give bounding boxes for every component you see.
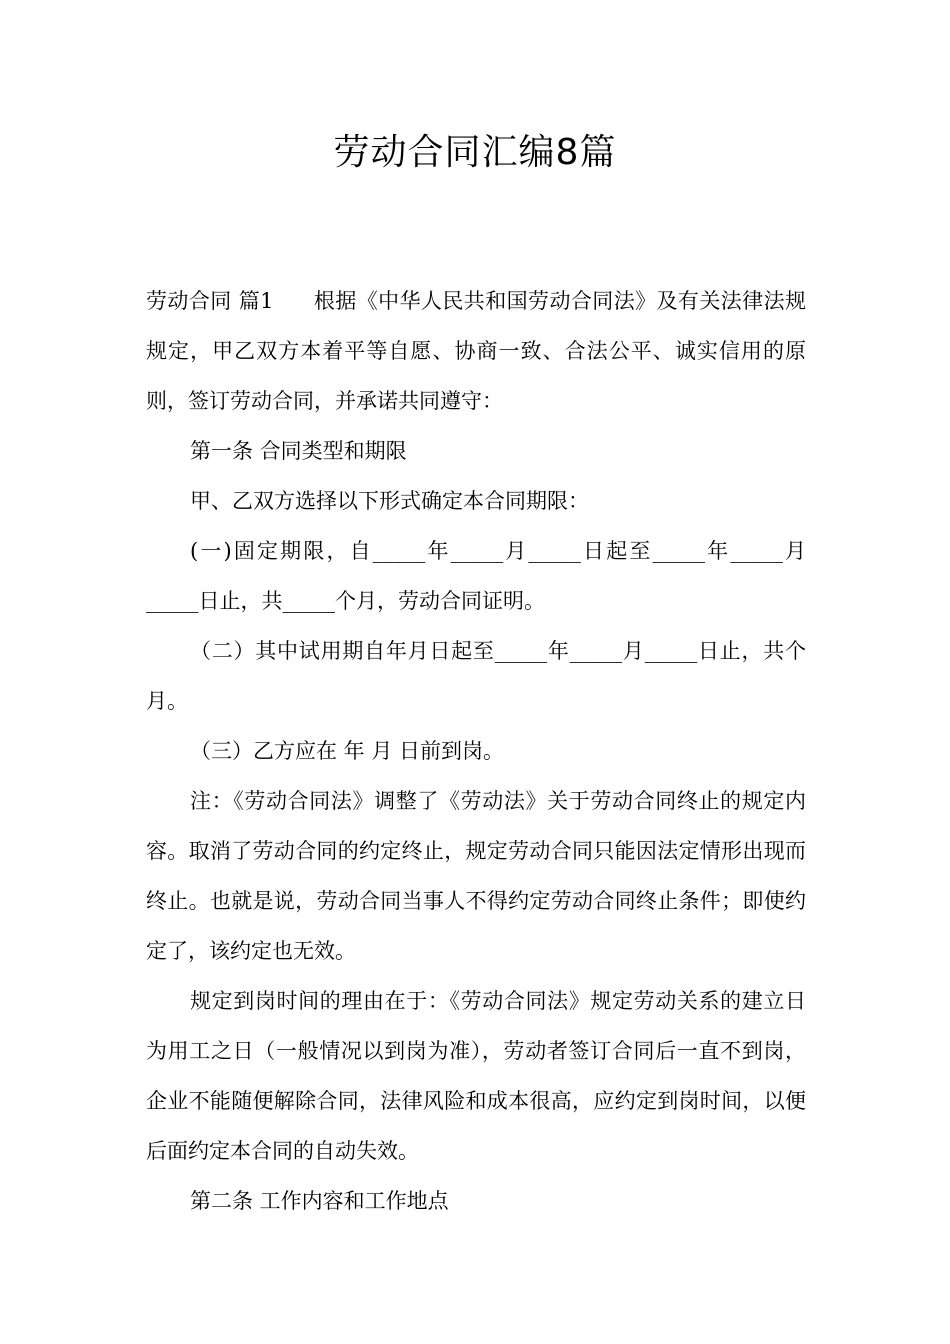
document-title: 劳动合同汇编8篇	[333, 132, 617, 173]
paragraph-term-intro: 甲、乙双方选择以下形式确定本合同期限：	[190, 489, 589, 513]
article-1-heading: 第一条 合同类型和期限	[190, 439, 407, 463]
document-body	[146, 276, 806, 1226]
paragraph-probation: （二）其中试用期自年月日起至_____年_____月_____日止，共个月。	[146, 639, 806, 713]
lead-label: 劳动合同 篇1	[146, 289, 274, 313]
paragraph-note: 注：《劳动合同法》调整了《劳动法》关于劳动合同终止的规定内容。取消了劳动合同的约定终止，规定劳动合同只能因法定情形出现而终止。也就是说，劳动合同当事人不得约定劳动合同终止条件；即使约定了，该约定也无效。	[146, 789, 806, 963]
article-2-heading: 第二条 工作内容和工作地点	[190, 1189, 449, 1213]
paragraph-reason: 规定到岗时间的理由在于：《劳动合同法》规定劳动关系的建立日为用工之日（一般情况以到岗为准），劳动者签订合同后一直不到岗，企业不能随便解除合同，法律风险和成本很高，应约定到岗时间，以便后面约定本合同的自动失效。	[146, 989, 806, 1163]
paragraph-start-date: （三）乙方应在 年 月 日前到岗。	[190, 739, 505, 763]
lead-paragraph	[146, 276, 806, 426]
lead-text: 根据《中华人民共和国劳动合同法》及有关法律法规规定，甲乙双方本着平等自愿、协商一致、合法公平、诚实信用的原则，签订劳动合同，并承诺共同遵守：	[146, 289, 806, 413]
paragraph-fixed-term: (一)固定期限，自_____年_____月_____日起至_____年_____月_____日止，共_____个月，劳动合同证明。	[146, 539, 806, 613]
